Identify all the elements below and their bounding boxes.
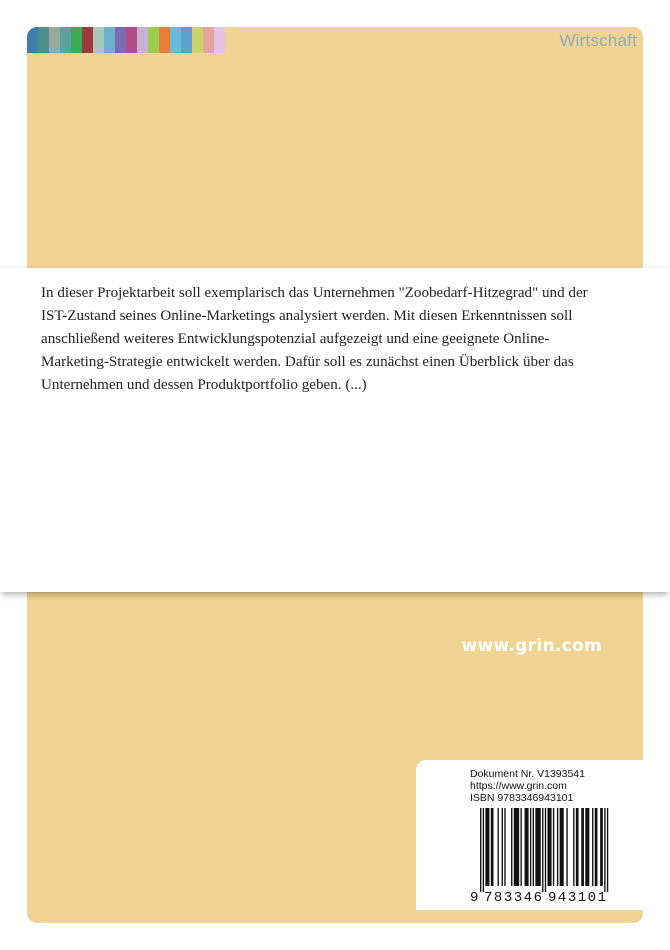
color-strip-segment: [104, 27, 115, 53]
color-strip-segment: [38, 27, 49, 53]
color-strip-segment: [159, 27, 170, 53]
blurb-panel: [0, 268, 670, 592]
barcode-bar: [498, 808, 499, 886]
color-strip-segment: [181, 27, 192, 53]
color-strip: [27, 27, 225, 53]
barcode-bar: [585, 808, 589, 886]
barcode-bar: [483, 808, 484, 892]
color-strip-segment: [27, 27, 38, 53]
barcode-bar: [542, 808, 543, 892]
barcode-bar: [595, 808, 598, 886]
color-strip-segment: [214, 27, 225, 53]
barcode-bar: [553, 808, 554, 886]
color-strip-segment: [60, 27, 71, 53]
barcode-bar: [604, 808, 605, 892]
color-strip-segment: [170, 27, 181, 53]
barcode-bar: [480, 808, 481, 892]
barcode-bar: [600, 808, 603, 886]
barcode-bar: [521, 808, 522, 886]
barcode-bar: [485, 808, 489, 886]
barcode-bar: [530, 808, 531, 886]
barcode-bar: [557, 808, 558, 886]
barcode-digits-left: 783346: [484, 890, 542, 905]
barcode-bar: [491, 808, 494, 886]
barcode-bar: [581, 808, 584, 886]
publisher-url: www.grin.com: [461, 636, 602, 656]
document-number: Dokument Nr. V1393541: [470, 768, 585, 780]
barcode-bar: [533, 808, 534, 886]
color-strip-segment: [203, 27, 214, 53]
color-strip-segment: [192, 27, 203, 53]
barcode-bar: [560, 808, 564, 886]
barcode-digits-right: 943101: [548, 890, 606, 905]
color-strip-segment: [93, 27, 104, 53]
isbn-number: ISBN 9783346943101: [470, 792, 574, 804]
barcode: [470, 808, 616, 905]
color-strip-segment: [71, 27, 82, 53]
barcode-bar: [607, 808, 608, 892]
color-strip-segment: [49, 27, 60, 53]
barcode-digit-first: 9: [470, 890, 479, 905]
barcode-bar: [511, 808, 512, 886]
barcode-bar: [592, 808, 593, 886]
color-strip-segment: [148, 27, 159, 53]
website-url: https://www.grin.com: [470, 780, 567, 792]
barcode-bar: [502, 808, 503, 886]
blurb-text: In dieser Projektarbeit soll exemplarisch das Unternehmen "Zoobedarf-Hitzegrad" und der IST-Zustand seines Online-Marketings analysiert werden. Mit diesen Erkenntnissen soll anschließend weiteres Entwicklungspotenzial aufgezeigt und eine geeignete Online-Marketing-Strategie entwickelt werden. Dafür soll es zunächst einen Überblick über das Unternehmen und dessen Produktportfolio geben. (...): [41, 285, 588, 393]
barcode-bar: [504, 808, 505, 886]
barcode-bar: [545, 808, 546, 892]
color-strip-segment: [126, 27, 137, 53]
document-info-box: [416, 760, 643, 910]
color-strip-segment: [137, 27, 148, 53]
category-label: Wirtschaft: [559, 31, 637, 50]
barcode-bar: [535, 808, 540, 886]
barcode-bar: [576, 808, 579, 886]
color-strip-segment: [115, 27, 126, 53]
barcode-bar: [573, 808, 574, 886]
barcode-bar: [548, 808, 552, 886]
barcode-bar: [566, 808, 567, 886]
color-strip-segment: [82, 27, 93, 53]
barcode-bar: [514, 808, 519, 886]
barcode-bar: [525, 808, 529, 886]
